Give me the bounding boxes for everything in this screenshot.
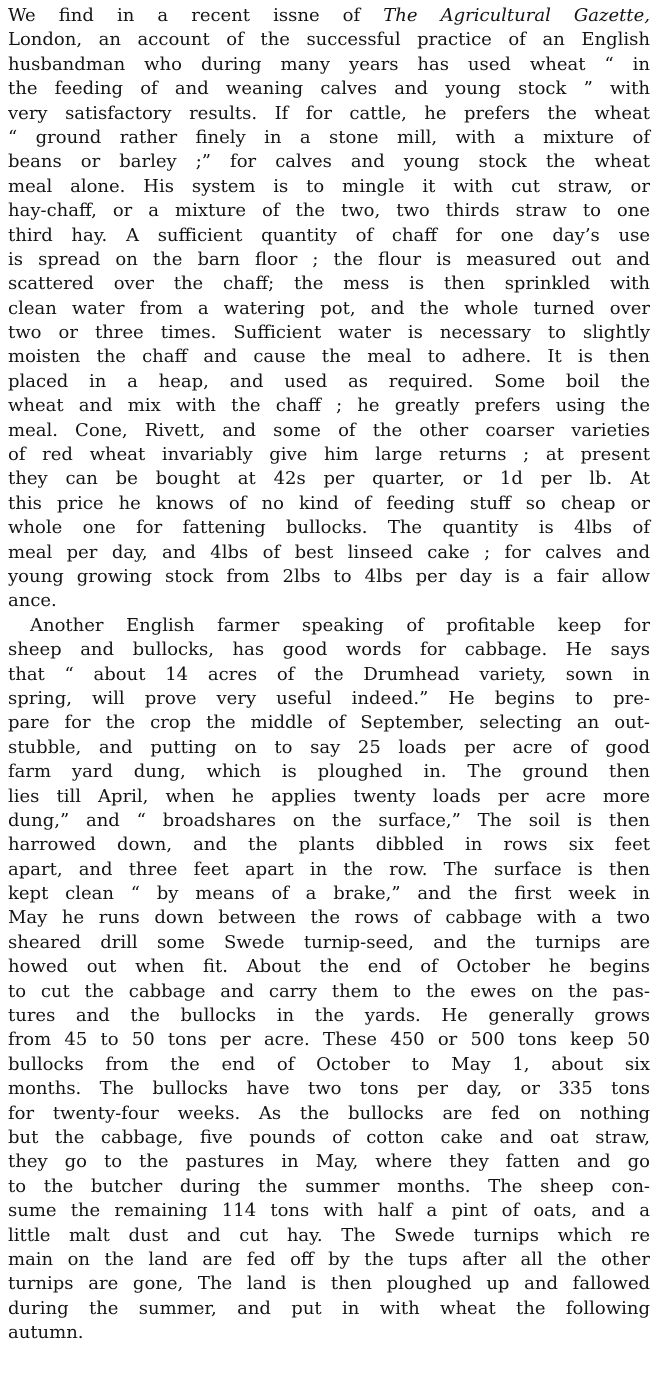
line-text: that “ about 14 acres of the Drumhead variety, sown in [8,663,650,685]
line-text: moisten the chaff and cause the meal to adhere. It is then [8,346,650,368]
line-text: to cut the cabbage and carry them to the ewes on the pas- [8,980,650,1002]
text-line [8,882,650,906]
text-line [8,1004,650,1028]
text-line [8,77,650,101]
line-text: is spread on the barn floor ; the flour is measured out and [8,248,650,270]
line-text: of red wheat invariably give him large returns ; at present [8,444,650,466]
text-line [8,492,650,516]
text-line [8,1199,650,1223]
line-text: kept clean “ by means of a brake,” and the first week in [8,883,650,905]
line-text: tures and the bullocks in the yards. He generally grows [8,1005,650,1027]
line-text: stubble, and putting on to say 25 loads per acre of good [8,736,650,758]
line-text: London, an account of the successful practice of an English [8,29,650,51]
text-line [8,102,650,126]
text-line [8,1175,650,1199]
line-text: very satisfactory results. If for cattle, he prefers the wheat [8,102,650,124]
line-text: Another English farmer speaking of profitable keep for [30,614,650,636]
text-line [8,126,650,150]
line-text: months. The bullocks have two tons per day, or 335 tons [8,1078,650,1100]
text-line [8,809,650,833]
text-line [8,224,650,248]
text-line [8,736,650,760]
line-text: apart, and three feet apart in the row. The surface is then [8,858,650,880]
text-line [8,1272,650,1296]
line-text: autumn. [8,1322,84,1344]
line-text: they can be bought at 42s per quarter, or 1d per lb. At [8,468,650,490]
text-line [8,53,650,77]
text-line [8,394,650,418]
article-paragraph [8,4,650,614]
text-line [8,28,650,52]
line-text: turnips are gone, The land is then ploughed up and fallowed [8,1273,650,1295]
text-line [8,614,650,638]
line-text: dung,” and “ broadshares on the surface,” The soil is then [8,809,650,831]
line-text: they go to the pastures in May, where they fatten and go [8,1151,650,1173]
text-line [8,297,650,321]
line-text: during the summer, and put in with wheat the following [8,1297,650,1319]
line-text: sheared drill some Swede turnip-seed, and the turnips are [8,931,650,953]
line-text: but the cabbage, five pounds of cotton cake and oat straw, [8,1126,650,1148]
line-text: May he runs down between the rows of cabbage with a two [8,907,650,929]
text-line [8,760,650,784]
text-line [8,345,650,369]
line-text: bullocks from the end of October to May 1, about six [8,1053,650,1075]
text-line [8,833,650,857]
line-text: little malt dust and cut hay. The Swede turnips which re [8,1224,650,1246]
text-line [8,638,650,662]
line-text: for twenty-four weeks. As the bullocks are fed on nothing [8,1102,650,1124]
text-line [8,272,650,296]
line-text: “ ground rather finely in a stone mill, with a mixture of [8,126,650,148]
line-text: main on the land are fed off by the tups after all the other [8,1248,650,1270]
text-line [8,1053,650,1077]
line-text: young growing stock from 2lbs to 4lbs per day is a fair allow [8,565,650,587]
text-line [8,541,650,565]
line-text: to the butcher during the summer months. The sheep con- [8,1175,650,1197]
text-line [8,858,650,882]
publication-title: The Agricultural Gazette, [383,5,651,26]
line-text: the feeding of and weaning calves and young stock ” with [8,78,650,100]
line-text: placed in a heap, and used as required. Some boil the [8,370,650,392]
text-line [8,565,650,589]
newspaper-article [8,4,650,1345]
text-line [8,248,650,272]
text-line [8,1224,650,1248]
line-text: spring, will prove very useful indeed.” He begins to pre- [8,687,650,709]
line-text: clean water from a watering pot, and the whole turned over [8,297,650,319]
text-line [8,785,650,809]
line-text: two or three times. Sufficient water is necessary to slightly [8,322,650,344]
text-line [8,370,650,394]
text-line [8,419,650,443]
line-text: meal alone. His system is to mingle it with cut straw, or [8,175,650,197]
text-line [8,175,650,199]
text-line [8,687,650,711]
text-line [8,1077,650,1101]
text-line [8,321,650,345]
line-text: howed out when fit. About the end of October he begins [8,956,650,978]
line-text: husbandman who during many years has used wheat “ in [8,53,650,75]
line-text: lies till April, when he applies twenty loads per acre more [8,785,650,807]
text-line [8,955,650,979]
text-line [8,1102,650,1126]
line-text: beans or barley ;” for calves and young stock the wheat [8,151,650,173]
article-paragraph [8,614,650,1346]
text-line [8,589,650,613]
text-line [8,150,650,174]
text-line [8,663,650,687]
text-line [8,1297,650,1321]
line-text: We find in a recent issne of [8,5,384,26]
text-line [8,516,650,540]
line-text: pare for the crop the middle of September, selecting an out- [8,712,650,734]
line-text: sheep and bullocks, has good words for cabbage. He says [8,639,650,661]
text-line [8,199,650,223]
line-text: whole one for fattening bullocks. The quantity is 4lbs of [8,517,650,539]
text-line [8,1321,650,1345]
text-line [8,906,650,930]
line-text: meal per day, and 4lbs of best linseed cake ; for calves and [8,541,650,563]
line-text: third hay. A sufficient quantity of chaff for one day’s use [8,224,650,246]
line-text: sume the remaining 114 tons with half a pint of oats, and a [8,1200,650,1222]
text-line [8,4,650,28]
line-text: scattered over the chaff; the mess is then sprinkled with [8,273,650,295]
line-text: harrowed down, and the plants dibbled in rows six feet [8,834,650,856]
text-line [8,1150,650,1174]
line-text: meal. Cone, Rivett, and some of the other coarser varieties [8,419,650,441]
text-line [8,443,650,467]
text-line [8,1126,650,1150]
line-text: wheat and mix with the chaff ; he greatly prefers using the [8,395,650,417]
line-text: from 45 to 50 tons per acre. These 450 or 500 tons keep 50 [8,1029,650,1051]
text-line [8,931,650,955]
text-line [8,1028,650,1052]
text-line [8,711,650,735]
line-text: ance. [8,590,57,612]
text-line [8,467,650,491]
line-text: farm yard dung, which is ploughed in. The ground then [8,761,650,783]
text-line [8,1248,650,1272]
line-text: hay-chaff, or a mixture of the two, two thirds straw to one [8,200,650,222]
line-text: this price he knows of no kind of feeding stuff so cheap or [8,492,650,514]
text-line [8,980,650,1004]
